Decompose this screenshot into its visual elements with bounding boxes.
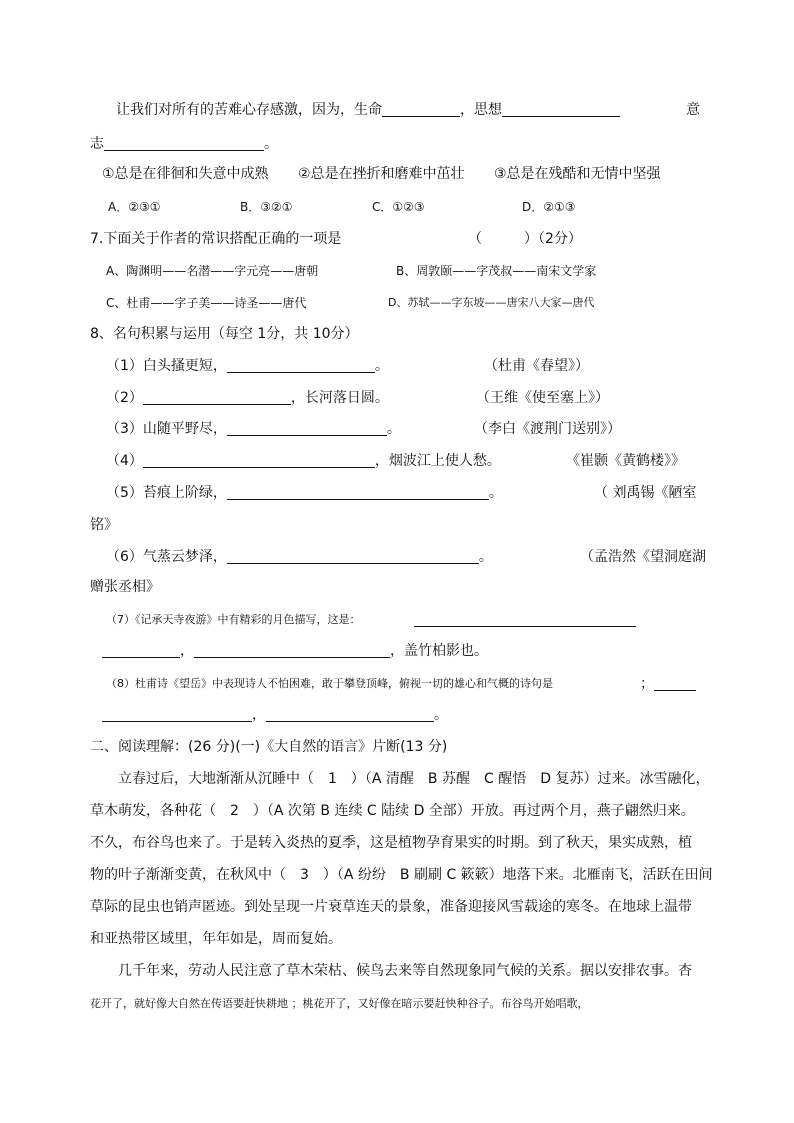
q8-line-7-comma: ，	[180, 643, 194, 659]
q8-line-4-num: （4）	[106, 453, 143, 469]
q8-line-7: （7）《记承天寺夜游》中有精彩的月色描写，这是：	[106, 613, 361, 626]
q8-blank-3	[227, 421, 387, 436]
q8-source-5: （ 刘禹锡《陋室	[594, 485, 697, 501]
q8-blank-8a	[654, 676, 696, 691]
q7-option-c: C、杜甫——字子美——诗圣——唐代	[106, 296, 307, 310]
q7-option-a: A、陶渊明——名潜——字元亮——唐朝	[106, 264, 319, 278]
q8-line-6-text: （6）气蒸云梦泽，	[106, 549, 227, 565]
q8-source-5-cont: 铭》	[90, 517, 118, 533]
passage-line-4: 物的叶子渐渐变黄，在秋风中（ 3 ）（A 纷纷 B 刷刷 C 簌簌）地落下来。北雁南飞，活跃在田间	[90, 867, 713, 883]
q8-blank-5	[227, 485, 489, 500]
q8-line-8-cont	[102, 706, 448, 724]
q8-title: 8、名句积累与运用（每空 1分，共 10分）	[90, 326, 359, 342]
q8-source-4: 《崔颢《黄鹤楼》》	[566, 453, 685, 469]
passage-line-8-b: ；桃花开了，又好像在暗示要赶快种谷子。布谷鸟开始唱歌，	[291, 997, 589, 1010]
q8-line-8-semicolon: ；	[640, 676, 654, 692]
section2-title: 二、阅读理解：(26 分)(一)《大自然的语言》片断(13 分)	[90, 739, 448, 755]
q8-blank-8b	[102, 707, 252, 722]
q6-blank-2	[502, 102, 620, 117]
q8-line-8-end: 。	[434, 707, 448, 723]
q7-answer-paren: （ ）（2分）	[468, 231, 582, 247]
q6-blank-1	[382, 102, 460, 117]
q7-stem: 7.下面关于作者的常识搭配正确的一项是	[90, 231, 342, 247]
q6-stem-text-4: 志	[90, 136, 104, 152]
passage-line-8	[90, 995, 589, 1013]
passage-line-6: 和亚热带区域里，年年如是，周而复始。	[90, 931, 342, 947]
q6-option-1: ①总是在徘徊和失意中成熟	[102, 166, 269, 182]
q6-stem-line2	[90, 135, 278, 153]
q6-stem-line1	[116, 101, 620, 119]
q8-line-1-text: （1）白头搔更短，	[106, 358, 227, 374]
q8-blank-7b	[102, 643, 180, 658]
passage-line-7: 几千年来，劳动人民注意了草木荣枯、候鸟去来等自然现象同气候的关系。据以安排农事。杏	[118, 963, 692, 979]
passage-line-3: 不久，布谷鸟也来了。于是转入炎热的夏季，这是植物孕育果实的时期。到了秋天，果实成熟，植	[90, 835, 692, 851]
q8-line-8-comma: ，	[252, 707, 266, 723]
q8-source-3: （李白《渡荆门送别》）	[474, 421, 621, 437]
q7-option-d: D、苏轼——字东坡——唐宋八大家—唐代	[388, 296, 595, 309]
q8-line-4-text: ，烟波江上使人愁。	[374, 453, 501, 469]
q8-line-5-end: 。	[488, 485, 503, 501]
q8-source-1: （杜甫《春望》）	[484, 358, 589, 374]
q8-line-5-text: （5）苔痕上阶绿，	[106, 485, 227, 501]
q8-line-2-text: ，长河落日圆。	[290, 390, 389, 406]
q6-stem-period: 。	[264, 136, 278, 152]
q8-line-4	[106, 452, 501, 470]
q8-line-1	[106, 357, 389, 375]
q8-source-6: （孟浩然《望洞庭湖	[580, 549, 706, 565]
q6-option-2: ②总是在挫折和磨难中茁壮	[298, 166, 465, 182]
q8-line-7-cont	[102, 642, 488, 660]
q8-line-8-semi	[640, 675, 696, 693]
q8-blank-1	[227, 358, 375, 373]
q8-line-2	[106, 389, 389, 407]
q8-line-6-end: 。	[478, 549, 493, 565]
q8-source-6-cont: 赠张丞相》	[90, 579, 160, 595]
q8-line-7-end: ，盖竹柏影也。	[390, 643, 488, 659]
q6-choice-b: B．③②①	[240, 200, 293, 214]
q7-option-b: B、周敦颐——字茂叔——南宋文学家	[396, 264, 597, 278]
q8-blank-6	[227, 549, 479, 564]
q8-line-5	[106, 484, 503, 502]
q8-blank-7a	[414, 612, 636, 627]
passage-line-5: 草际的昆虫也销声匿迹。到处呈现一片衰草连天的景象，准备迎接风雪载途的寒冬。在地球上温带	[90, 899, 692, 915]
q8-line-8: （8）杜甫诗《望岳》中表现诗人不怕困难，敢于攀登顶峰，俯视一切的雄心和气概的诗句是	[106, 677, 553, 690]
q8-line-3-end: 。	[386, 421, 401, 437]
q6-choice-a: A．②③①	[108, 200, 161, 214]
q6-choice-c: C．①②③	[372, 200, 425, 214]
q8-line-2-num: （2）	[106, 390, 143, 406]
q8-source-2: （王维《使至塞上》）	[476, 390, 609, 406]
q6-stem-end: 意	[686, 102, 700, 118]
passage-line-8-a: 花开了，就好像大自然在传语要赶快耕地	[90, 997, 288, 1010]
q6-choice-d: D．②①③	[522, 200, 576, 214]
q8-line-1-end: 。	[374, 358, 389, 374]
passage-line-2: 草木萌发，各种花（ 2 ）（A 次第 B 连续 C 陆续 D 全部）开放。再过两个月，燕子翩然归来。	[90, 803, 695, 819]
q6-stem-text-2: ，思想	[460, 102, 502, 118]
q8-line-3-text: （3）山随平野尽，	[106, 421, 227, 437]
q8-line-3	[106, 420, 401, 438]
q8-blank-7c	[194, 643, 390, 658]
q6-stem-text: 让我们对所有的苦难心存感激，因为，生命	[116, 102, 382, 118]
q8-line-6	[106, 548, 493, 566]
q8-blank-4	[143, 453, 375, 468]
passage-line-1: 立春过后，大地渐渐从沉睡中（ 1 ）（A 清醒 B 苏醒 C 醒悟 D 复苏）过来。冰雪融化，	[118, 771, 710, 787]
q6-option-3: ③总是在残酷和无情中坚强	[494, 166, 661, 182]
q8-blank-2	[143, 390, 291, 405]
q6-blank-3	[104, 136, 264, 151]
q8-blank-8c	[266, 707, 434, 722]
